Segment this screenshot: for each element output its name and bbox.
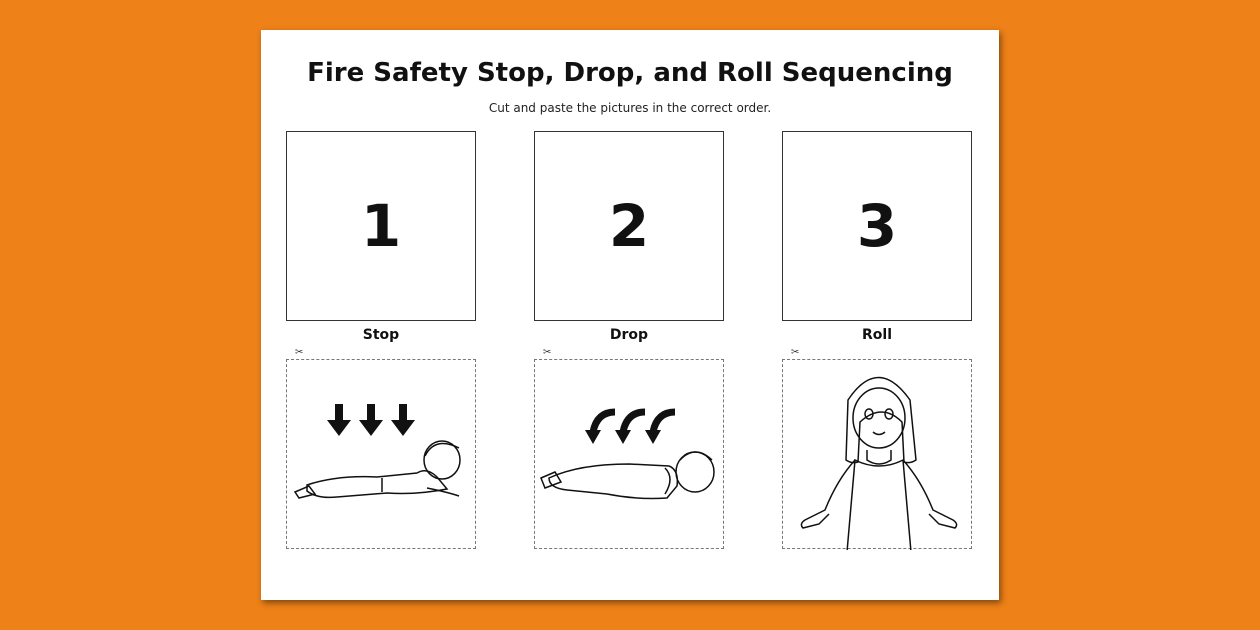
instructions-text: Cut and paste the pictures in the correct order. — [488, 101, 772, 115]
label-roll: Roll — [862, 327, 892, 343]
cut-picture-2[interactable] — [534, 347, 724, 549]
scissors-icon: ✂ — [543, 347, 552, 358]
child-lying-down-arrows-down-icon — [287, 360, 477, 550]
sequence-box-2: 2 — [534, 131, 724, 321]
page-title: Fire Safety Stop, Drop, and Roll Sequencing — [307, 58, 953, 88]
sequence-box-1: 1 — [286, 131, 476, 321]
girl-standing-icon — [783, 360, 973, 550]
cut-picture-1[interactable] — [286, 347, 476, 549]
scissors-icon: ✂ — [295, 347, 304, 358]
label-drop: Drop — [609, 327, 649, 343]
worksheet-page — [261, 30, 999, 600]
label-stop: Stop — [362, 327, 400, 343]
sequence-box-3: 3 — [782, 131, 972, 321]
scissors-icon: ✂ — [791, 347, 800, 358]
cut-picture-3[interactable] — [782, 347, 972, 549]
child-rolling-curved-arrows-icon — [535, 360, 725, 550]
